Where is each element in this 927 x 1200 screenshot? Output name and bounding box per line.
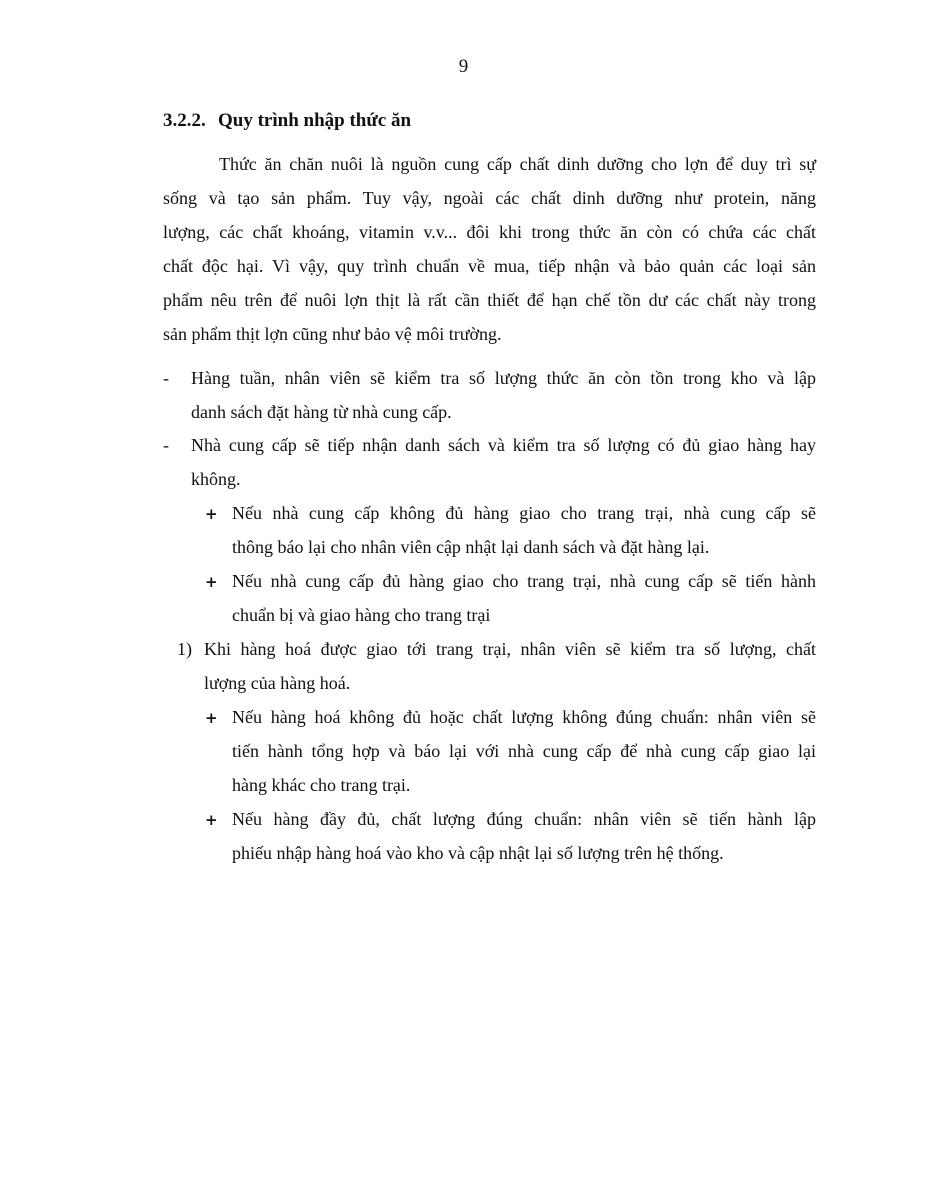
bullet-line: Hàng tuần, nhân viên sẽ kiểm tra số lượng thức ăn còn tồn trong kho và lập (191, 368, 816, 388)
page-number: 9 (458, 56, 469, 77)
paragraph-line: chất độc hại. Vì vậy, quy trình chuẩn về mua, tiếp nhận và bảo quản các loại sản (163, 256, 816, 276)
paragraph-line: sản phẩm thịt lợn cũng như bảo vệ môi trường. (163, 324, 502, 344)
plus-bullet-marker: + (205, 505, 218, 523)
paragraph-line: phẩm nêu trên để nuôi lợn thịt là rất cần thiết để hạn chế tồn dư các chất này trong (163, 290, 816, 310)
bullet-line: danh sách đặt hàng từ nhà cung cấp. (191, 402, 452, 422)
paragraph-line: Thức ăn chăn nuôi là nguồn cung cấp chất dinh dưỡng cho lợn để duy trì sự (219, 154, 816, 174)
sub-bullet-line: tiến hành tổng hợp và báo lại với nhà cung cấp để nhà cung cấp giao lại (232, 741, 816, 761)
sub-bullet-line: phiếu nhập hàng hoá vào kho và cập nhật lại số lượng trên hệ thống. (232, 843, 724, 863)
numbered-item-line: lượng của hàng hoá. (204, 673, 351, 693)
numbered-item-line: Khi hàng hoá được giao tới trang trại, nhân viên sẽ kiểm tra số lượng, chất (204, 639, 816, 659)
paragraph-line: sống và tạo sản phẩm. Tuy vậy, ngoài các chất dinh dưỡng như protein, năng (163, 188, 816, 208)
plus-bullet-marker: + (205, 573, 218, 591)
sub-bullet-line: Nếu hàng đầy đủ, chất lượng đúng chuẩn: nhân viên sẽ tiến hành lập (232, 809, 816, 829)
sub-bullet-line: Nếu nhà cung cấp đủ hàng giao cho trang trại, nhà cung cấp sẽ tiến hành (232, 571, 816, 591)
section-title: Quy trình nhập thức ăn (218, 110, 412, 131)
bullet-line: không. (191, 469, 241, 489)
dash-bullet-marker: - (163, 368, 169, 388)
sub-bullet-line: Nếu hàng hoá không đủ hoặc chất lượng không đúng chuẩn: nhân viên sẽ (232, 707, 816, 727)
paragraph-line: lượng, các chất khoáng, vitamin v.v... đôi khi trong thức ăn còn có chứa các chất (163, 222, 816, 242)
dash-bullet-marker: - (163, 435, 169, 455)
section-number: 3.2.2. (163, 110, 206, 131)
plus-bullet-marker: + (205, 709, 218, 727)
sub-bullet-line: chuẩn bị và giao hàng cho trang trại (232, 605, 491, 625)
bullet-line: Nhà cung cấp sẽ tiếp nhận danh sách và kiểm tra số lượng có đủ giao hàng hay (191, 435, 816, 455)
sub-bullet-line: Nếu nhà cung cấp không đủ hàng giao cho trang trại, nhà cung cấp sẽ (232, 503, 816, 523)
sub-bullet-line: hàng khác cho trang trại. (232, 775, 411, 795)
sub-bullet-line: thông báo lại cho nhân viên cập nhật lại danh sách và đặt hàng lại. (232, 537, 710, 557)
numbered-item-marker: 1) (177, 639, 192, 659)
plus-bullet-marker: + (205, 811, 218, 829)
section-heading (163, 110, 411, 132)
